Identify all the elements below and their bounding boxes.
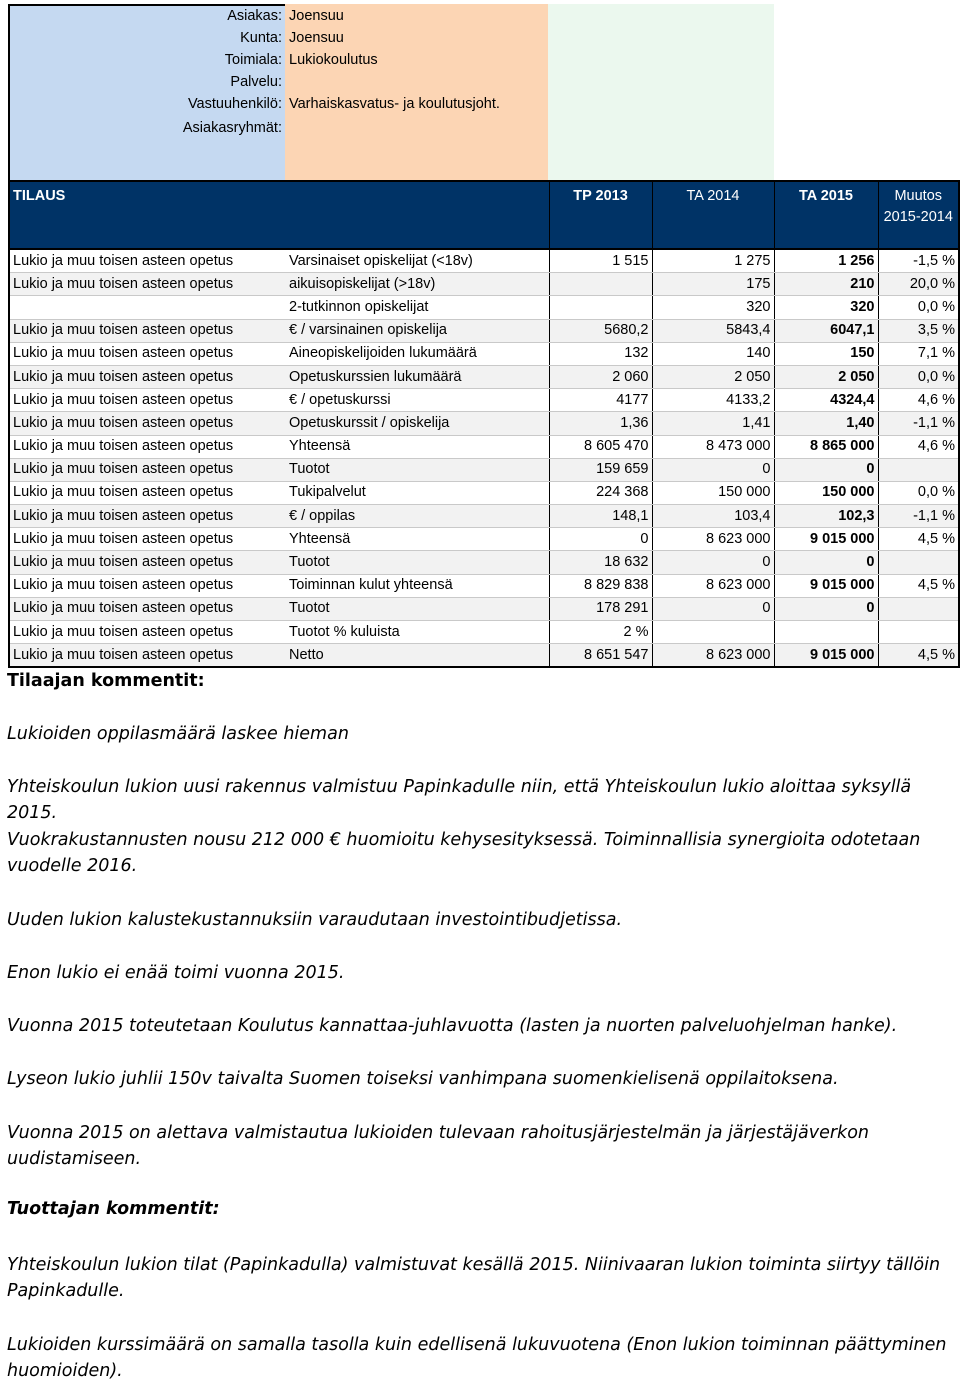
- row-item: Toiminnan kulut yhteensä: [286, 574, 549, 597]
- column-header-muutos: Muutos 2015-2014: [878, 181, 959, 249]
- row-muutos: 7,1 %: [878, 342, 959, 365]
- table-row: [9, 365, 959, 388]
- row-category: Lukio ja muu toisen asteen opetus: [9, 319, 286, 342]
- header-label: Kunta:: [240, 30, 282, 46]
- row-tp2013: 5680,2: [549, 319, 652, 342]
- header-label: Palvelu:: [230, 74, 282, 90]
- row-category: [9, 296, 286, 319]
- row-item: € / varsinainen opiskelija: [286, 319, 549, 342]
- row-tp2013: 4177: [549, 389, 652, 412]
- row-muutos: 0,0 %: [878, 296, 959, 319]
- row-item: aikuisopiskelijat (>18v): [286, 273, 549, 296]
- row-ta2015: 102,3: [774, 505, 878, 528]
- row-ta2014: 320: [652, 296, 774, 319]
- row-muutos: 4,5 %: [878, 644, 959, 668]
- row-category: Lukio ja muu toisen asteen opetus: [9, 644, 286, 668]
- row-ta2015: 9 015 000: [774, 644, 878, 668]
- row-item: Tuotot: [286, 458, 549, 481]
- row-muutos: -1,1 %: [878, 505, 959, 528]
- row-item: Tukipalvelut: [286, 481, 549, 504]
- row-category: Lukio ja muu toisen asteen opetus: [9, 435, 286, 458]
- row-ta2014: 8 623 000: [652, 574, 774, 597]
- row-item: Aineopiskelijoiden lukumäärä: [286, 342, 549, 365]
- row-category: Lukio ja muu toisen asteen opetus: [9, 597, 286, 620]
- comment-paragraph: Vuonna 2015 on alettava valmistautua lukioiden tulevaan rahoitusjärjestelmän ja järjestäjäverkon uudistamiseen.: [7, 1123, 869, 1169]
- row-tp2013: 148,1: [549, 505, 652, 528]
- column-header-ta2015: TA 2015: [774, 181, 878, 249]
- row-muutos: 4,5 %: [878, 574, 959, 597]
- row-tp2013: 132: [549, 342, 652, 365]
- table-row: [9, 597, 959, 620]
- row-ta2015: 1,40: [774, 412, 878, 435]
- row-muutos: [878, 597, 959, 620]
- table-row: [9, 412, 959, 435]
- row-ta2015: 0: [774, 458, 878, 481]
- row-ta2015: 1 256: [774, 249, 878, 273]
- row-ta2015: 4324,4: [774, 389, 878, 412]
- row-item: Varsinaiset opiskelijat (<18v): [286, 249, 549, 273]
- header-value: Lukiokoulutus: [289, 52, 378, 68]
- row-ta2014: [652, 621, 774, 644]
- table-row: [9, 528, 959, 551]
- row-category: Lukio ja muu toisen asteen opetus: [9, 505, 286, 528]
- row-ta2014: 103,4: [652, 505, 774, 528]
- row-item: Yhteensä: [286, 435, 549, 458]
- row-ta2014: 4133,2: [652, 389, 774, 412]
- table-row: [9, 458, 959, 481]
- row-muutos: 4,6 %: [878, 435, 959, 458]
- row-ta2014: 8 623 000: [652, 644, 774, 668]
- header-label: Toimiala:: [224, 52, 282, 68]
- row-muutos: 4,6 %: [878, 389, 959, 412]
- row-category: Lukio ja muu toisen asteen opetus: [9, 528, 286, 551]
- table-row: [9, 296, 959, 319]
- comment-paragraph: Vuokrakustannusten nousu 212 000 € huomioitu kehysesityksessä. Toiminnallisia synergioita odotetaan vuodelle 2016.: [7, 830, 921, 876]
- row-tp2013: 224 368: [549, 481, 652, 504]
- row-muutos: 0,0 %: [878, 481, 959, 504]
- header-label: Vastuuhenkilö:: [187, 96, 282, 112]
- row-category: Lukio ja muu toisen asteen opetus: [9, 458, 286, 481]
- row-item: € / oppilas: [286, 505, 549, 528]
- row-ta2015: 150 000: [774, 481, 878, 504]
- row-ta2015: 210: [774, 273, 878, 296]
- row-category: Lukio ja muu toisen asteen opetus: [9, 621, 286, 644]
- row-ta2015: 8 865 000: [774, 435, 878, 458]
- header-row-palvelu: [8, 71, 548, 93]
- header-row-asiakas: [8, 5, 548, 27]
- row-tp2013: 159 659: [549, 458, 652, 481]
- row-item: Opetuskurssien lukumäärä: [286, 365, 549, 388]
- row-ta2014: 150 000: [652, 481, 774, 504]
- row-ta2015: 320: [774, 296, 878, 319]
- row-ta2014: 140: [652, 342, 774, 365]
- row-ta2015: 6047,1: [774, 319, 878, 342]
- row-tp2013: 1 515: [549, 249, 652, 273]
- row-ta2015: 9 015 000: [774, 528, 878, 551]
- row-muutos: [878, 458, 959, 481]
- header-value: Joensuu: [289, 30, 344, 46]
- row-muutos: -1,5 %: [878, 249, 959, 273]
- row-tp2013: 178 291: [549, 597, 652, 620]
- row-muutos: [878, 551, 959, 574]
- comment-paragraph: Lukioiden kurssimäärä on samalla tasolla kuin edellisenä lukuvuotena (Enon lukion toiminnan päättyminen huomioiden).: [7, 1335, 947, 1381]
- table-row: [9, 342, 959, 365]
- row-ta2014: 5843,4: [652, 319, 774, 342]
- comment-paragraph: Lyseon lukio juhlii 150v taivalta Suomen toiseksi vanhimpana suomenkielisenä oppilaitoksena.: [7, 1069, 839, 1089]
- row-tp2013: 2 060: [549, 365, 652, 388]
- row-tp2013: [549, 296, 652, 319]
- row-category: Lukio ja muu toisen asteen opetus: [9, 273, 286, 296]
- table-row: [9, 273, 959, 296]
- row-muutos: 4,5 %: [878, 528, 959, 551]
- comment-paragraph: Enon lukio ei enää toimi vuonna 2015.: [7, 963, 345, 983]
- row-category: Lukio ja muu toisen asteen opetus: [9, 365, 286, 388]
- table-row: [9, 389, 959, 412]
- header-row-vastuuhenkilo: [8, 93, 548, 115]
- row-muutos: 20,0 %: [878, 273, 959, 296]
- row-ta2015: [774, 621, 878, 644]
- row-muutos: 0,0 %: [878, 365, 959, 388]
- header-label: Asiakasryhmät:: [182, 120, 282, 136]
- table-row: [9, 319, 959, 342]
- row-tp2013: 1,36: [549, 412, 652, 435]
- row-ta2015: 2 050: [774, 365, 878, 388]
- row-tp2013: [549, 273, 652, 296]
- column-header-tilaus: TILAUS: [9, 181, 286, 249]
- row-ta2015: 150: [774, 342, 878, 365]
- row-item: € / opetuskurssi: [286, 389, 549, 412]
- table-row: [9, 574, 959, 597]
- table-row: [9, 249, 959, 273]
- row-item: Netto: [286, 644, 549, 668]
- header-row-asiakasryhmat: [8, 117, 548, 139]
- row-tp2013: 8 651 547: [549, 644, 652, 668]
- comment-paragraph: Vuonna 2015 toteutetaan Koulutus kannattaa-juhlavuotta (lasten ja nuorten palveluohjelman hanke).: [7, 1016, 898, 1036]
- row-tp2013: 8 605 470: [549, 435, 652, 458]
- header-row-kunta: [8, 27, 548, 49]
- table-row: [9, 505, 959, 528]
- header-value: Varhaiskasvatus- ja koulutusjoht.: [289, 96, 500, 112]
- column-header-ta2014: TA 2014: [652, 181, 774, 249]
- row-muutos: [878, 621, 959, 644]
- column-header-item: [286, 181, 549, 249]
- row-category: Lukio ja muu toisen asteen opetus: [9, 481, 286, 504]
- column-header-tp2013: TP 2013: [549, 181, 652, 249]
- row-category: Lukio ja muu toisen asteen opetus: [9, 389, 286, 412]
- row-item: Yhteensä: [286, 528, 549, 551]
- row-category: Lukio ja muu toisen asteen opetus: [9, 249, 286, 273]
- table-header-row: [9, 181, 959, 249]
- row-muutos: -1,1 %: [878, 412, 959, 435]
- header-value: Joensuu: [289, 8, 344, 24]
- orderer-comments-title: Tilaajan kommentit:: [7, 671, 205, 691]
- table-row: [9, 621, 959, 644]
- row-tp2013: 8 829 838: [549, 574, 652, 597]
- producer-comments-title: Tuottajan kommentit:: [7, 1199, 220, 1219]
- row-category: Lukio ja muu toisen asteen opetus: [9, 342, 286, 365]
- header-label: Asiakas:: [227, 8, 282, 24]
- row-ta2014: 1,41: [652, 412, 774, 435]
- table-row: [9, 481, 959, 504]
- row-ta2014: 8 473 000: [652, 435, 774, 458]
- row-item: Opetuskurssit / opiskelija: [286, 412, 549, 435]
- row-tp2013: 2 %: [549, 621, 652, 644]
- row-item: Tuotot: [286, 551, 549, 574]
- comment-paragraph: Uuden lukion kalustekustannuksiin varaudutaan investointibudjetissa.: [7, 910, 623, 930]
- row-item: Tuotot: [286, 597, 549, 620]
- table-row: [9, 644, 959, 668]
- row-category: Lukio ja muu toisen asteen opetus: [9, 551, 286, 574]
- row-category: Lukio ja muu toisen asteen opetus: [9, 412, 286, 435]
- row-ta2014: 0: [652, 458, 774, 481]
- row-muutos: 3,5 %: [878, 319, 959, 342]
- row-tp2013: 0: [549, 528, 652, 551]
- header-row-toimiala: [8, 49, 548, 71]
- order-table: [8, 180, 960, 668]
- comment-paragraph: Yhteiskoulun lukion tilat (Papinkadulla) valmistuvat kesällä 2015. Niinivaaran lukion toiminta siirtyy tällöin Papinkadulle.: [7, 1255, 941, 1301]
- row-ta2014: 2 050: [652, 365, 774, 388]
- table-row: [9, 551, 959, 574]
- comment-paragraph: Lukioiden oppilasmäärä laskee hieman: [7, 724, 349, 744]
- row-ta2014: 0: [652, 597, 774, 620]
- table-row: [9, 435, 959, 458]
- row-ta2014: 0: [652, 551, 774, 574]
- row-ta2014: 175: [652, 273, 774, 296]
- row-ta2014: 1 275: [652, 249, 774, 273]
- row-item: 2-tutkinnon opiskelijat: [286, 296, 549, 319]
- comment-paragraph: Yhteiskoulun lukion uusi rakennus valmistuu Papinkadulle niin, että Yhteiskoulun lukio aloittaa syksyllä 2015.: [7, 777, 912, 823]
- row-ta2014: 8 623 000: [652, 528, 774, 551]
- header-side-panel: [548, 4, 774, 180]
- row-item: Tuotot % kuluista: [286, 621, 549, 644]
- row-ta2015: 0: [774, 597, 878, 620]
- row-ta2015: 0: [774, 551, 878, 574]
- row-tp2013: 18 632: [549, 551, 652, 574]
- row-ta2015: 9 015 000: [774, 574, 878, 597]
- row-category: Lukio ja muu toisen asteen opetus: [9, 574, 286, 597]
